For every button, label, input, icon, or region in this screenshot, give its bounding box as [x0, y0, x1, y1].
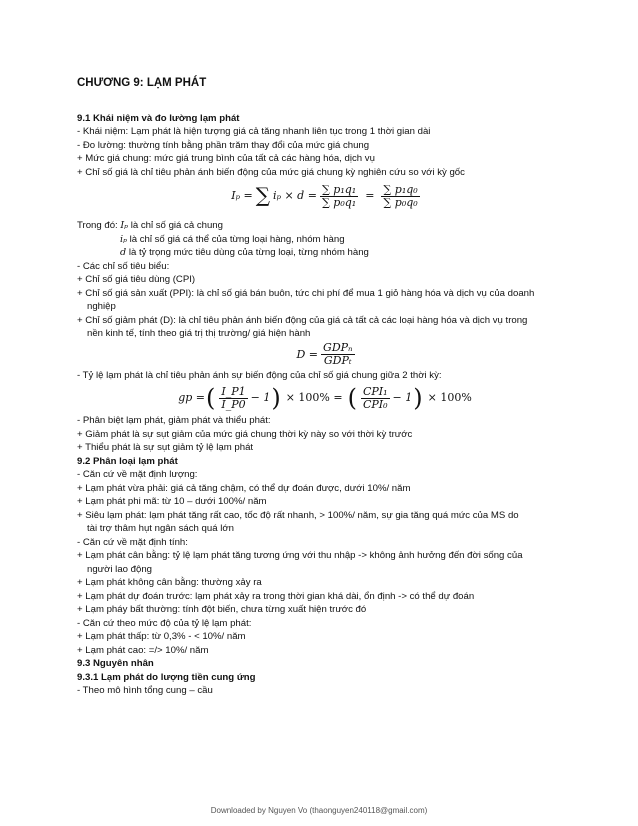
- text-line: + Chỉ số giá tiêu dùng (CPI): [77, 274, 196, 285]
- text-line: - Tỷ lệ lạm phát là chỉ tiêu phản ánh sự biến động của chỉ số giá chung giữa 2 thời kỳ:: [77, 369, 442, 381]
- definition-text: là chỉ số giá cả chung: [130, 220, 223, 231]
- section-9-2-title: 9.2 Phân loại lạm phát: [77, 455, 178, 467]
- text-line: - Phân biệt lạm phát, giảm phát và thiểu phát:: [77, 415, 271, 426]
- text-line: + Chỉ số giá là chỉ tiêu phản ánh biến động của mức giá chung kỳ nghiên cứu so với kỳ gốc: [77, 166, 465, 178]
- text-line: + Mức giá chung: mức giá trung bình của tất cả các hàng hóa, dịch vụ: [77, 153, 375, 164]
- open-paren: (: [347, 384, 357, 412]
- definition-line: [77, 233, 577, 247]
- text-line: + Lạm phát phi mã: từ 10 – dưới 100%/ năm: [77, 496, 267, 507]
- fraction-denominator: CPI₀: [362, 397, 388, 411]
- open-paren: (: [205, 384, 216, 412]
- definition-symbol: iₚ: [120, 233, 127, 245]
- definition-text: là tỷ trọng mức tiêu dùng của từng loại, từng nhóm hàng: [128, 247, 369, 258]
- chapter-title: CHƯƠNG 9: LẠM PHÁT: [77, 77, 207, 89]
- text-line: - Đo lường: thường tính bằng phần trăm thay đổi của mức giá chung: [77, 139, 370, 151]
- text-line: - Căn cứ theo mức độ của tỷ lệ lạm phát:: [77, 617, 252, 629]
- price-index-formula: [77, 179, 577, 213]
- fraction: [320, 184, 358, 209]
- section-9-3-title: 9.3 Nguyên nhân: [77, 658, 154, 669]
- text-line: người lao động: [87, 563, 152, 575]
- formula-term: − 1: [250, 391, 271, 405]
- text-line: - Khái niệm: Lạm phát là hiện tượng giá cả tăng nhanh liên tục trong 1 thời gian dài: [77, 126, 431, 137]
- text-line: + Lạm phát cao: =/> 10%/ năm: [77, 644, 209, 656]
- document-body: [77, 77, 577, 698]
- formula-term: − 1: [392, 391, 413, 405]
- fraction-numerator: ∑ p₁q₀: [383, 182, 418, 196]
- text-line: + Chỉ số giá sản xuất (PPI): là chỉ số giá bán buôn, tức chi phí để mua 1 giỏ hàng hóa và dịch vụ của doanh: [77, 287, 535, 299]
- definition-text: là chỉ số giá cá thể của từng loại hàng, nhóm hàng: [129, 233, 345, 245]
- text-line: + Lạm phát dự đoán trước: lạm phát xảy ra trong thời gian khá dài, ổn định -> có thể dự đoán: [77, 590, 475, 602]
- formula-term: × 100% =: [285, 391, 343, 405]
- fraction-numerator: CPI₁: [362, 384, 388, 398]
- text-line: - Theo mô hình tổng cung – cầu: [77, 685, 213, 696]
- text-line: + Lạm phát vừa phải: giá cả tăng chậm, có thể dự đoán được, dưới 10%/ năm: [77, 482, 411, 494]
- download-footer: Downloaded by Nguyen Vo (thaonguyen240118@gmail.com): [210, 806, 428, 815]
- definition-symbol: Iₚ: [120, 220, 129, 231]
- formula-term: iₚ × d =: [273, 189, 317, 203]
- text-line: + Thiểu phát là sự sụt giảm tỷ lệ lạm phát: [77, 442, 254, 453]
- formula-term: × 100%: [427, 391, 472, 405]
- text-line: - Các chỉ số tiêu biểu:: [77, 260, 170, 272]
- text-line: nền kinh tế, tính theo giá trị thị trường/ giá hiện hành: [87, 328, 311, 339]
- formula-lhs: D =: [296, 347, 319, 361]
- sum-symbol: ∑: [255, 183, 271, 208]
- definition-line: [77, 246, 577, 260]
- text-line: + Lạm phát thấp: từ 0,3% - < 10%/ năm: [77, 631, 246, 642]
- fraction: [321, 342, 354, 367]
- fraction: [361, 386, 390, 411]
- formula-lhs: Iₚ =: [231, 189, 253, 203]
- fraction: [381, 184, 419, 209]
- text-line: + Lạm phát không cân bằng: thường xảy ra: [77, 577, 262, 588]
- fraction-denominator: ∑ p₀q₁: [321, 195, 357, 209]
- inflation-rate-formula: [77, 382, 577, 414]
- text-line: - Căn cứ về mặt định tính:: [77, 536, 188, 548]
- fraction-numerator: GDPₙ: [323, 341, 353, 354]
- fraction-denominator: I_P0: [221, 397, 246, 411]
- text-line: + Lạm pháy bất thường: tính đột biến, chưa từng xuất hiện trước đó: [77, 604, 367, 615]
- close-paren: ): [271, 384, 281, 412]
- text-line: tài trợ thâm hụt ngân sách quá lớn: [87, 523, 234, 534]
- text-line: nghiệp: [87, 301, 116, 312]
- formula-lhs: gp =: [178, 391, 205, 405]
- text-line: + Lạm phát cân bằng: tỷ lệ lạm phát tăng tương ứng với thu nhập -> không ảnh hưởng đến đời sống của: [77, 550, 523, 561]
- definition-symbol: d: [120, 247, 127, 258]
- fraction-denominator: ∑ p₀q₀: [383, 195, 418, 209]
- fraction-denominator: GDPₜ: [323, 354, 352, 367]
- section-9-1-title: 9.1 Khái niệm và đo lường lạm phát: [77, 112, 240, 124]
- text-line: - Căn cứ về mặt định lượng:: [77, 469, 198, 480]
- definition-line: [77, 219, 577, 233]
- fraction-numerator: ∑ p₁q₁: [321, 182, 357, 196]
- text-line: + Chỉ số giảm phát (D): là chỉ tiêu phản ánh biến động của giá cả tất cả các loại hàng hóa và dịch vụ trong: [77, 314, 528, 326]
- close-paren: ): [413, 384, 423, 412]
- definition-prefix: Trong đó:: [77, 220, 118, 231]
- fraction-numerator: I_P1: [221, 384, 246, 398]
- fraction: [219, 386, 247, 411]
- text-line: + Siêu lạm phát: lạm phát tăng rất cao, tốc độ rất nhanh, > 100%/ năm, sự gia tăng quá mức của MS do: [77, 509, 519, 521]
- text-line: + Giảm phát là sự sụt giảm của mức giá chung thời kỳ này so với thời kỳ trước: [77, 428, 413, 440]
- section-9-3-1-title: 9.3.1 Lạm phát do lượng tiền cung ứng: [77, 671, 256, 683]
- equals-sign: =: [365, 189, 375, 203]
- deflator-formula: [77, 341, 577, 369]
